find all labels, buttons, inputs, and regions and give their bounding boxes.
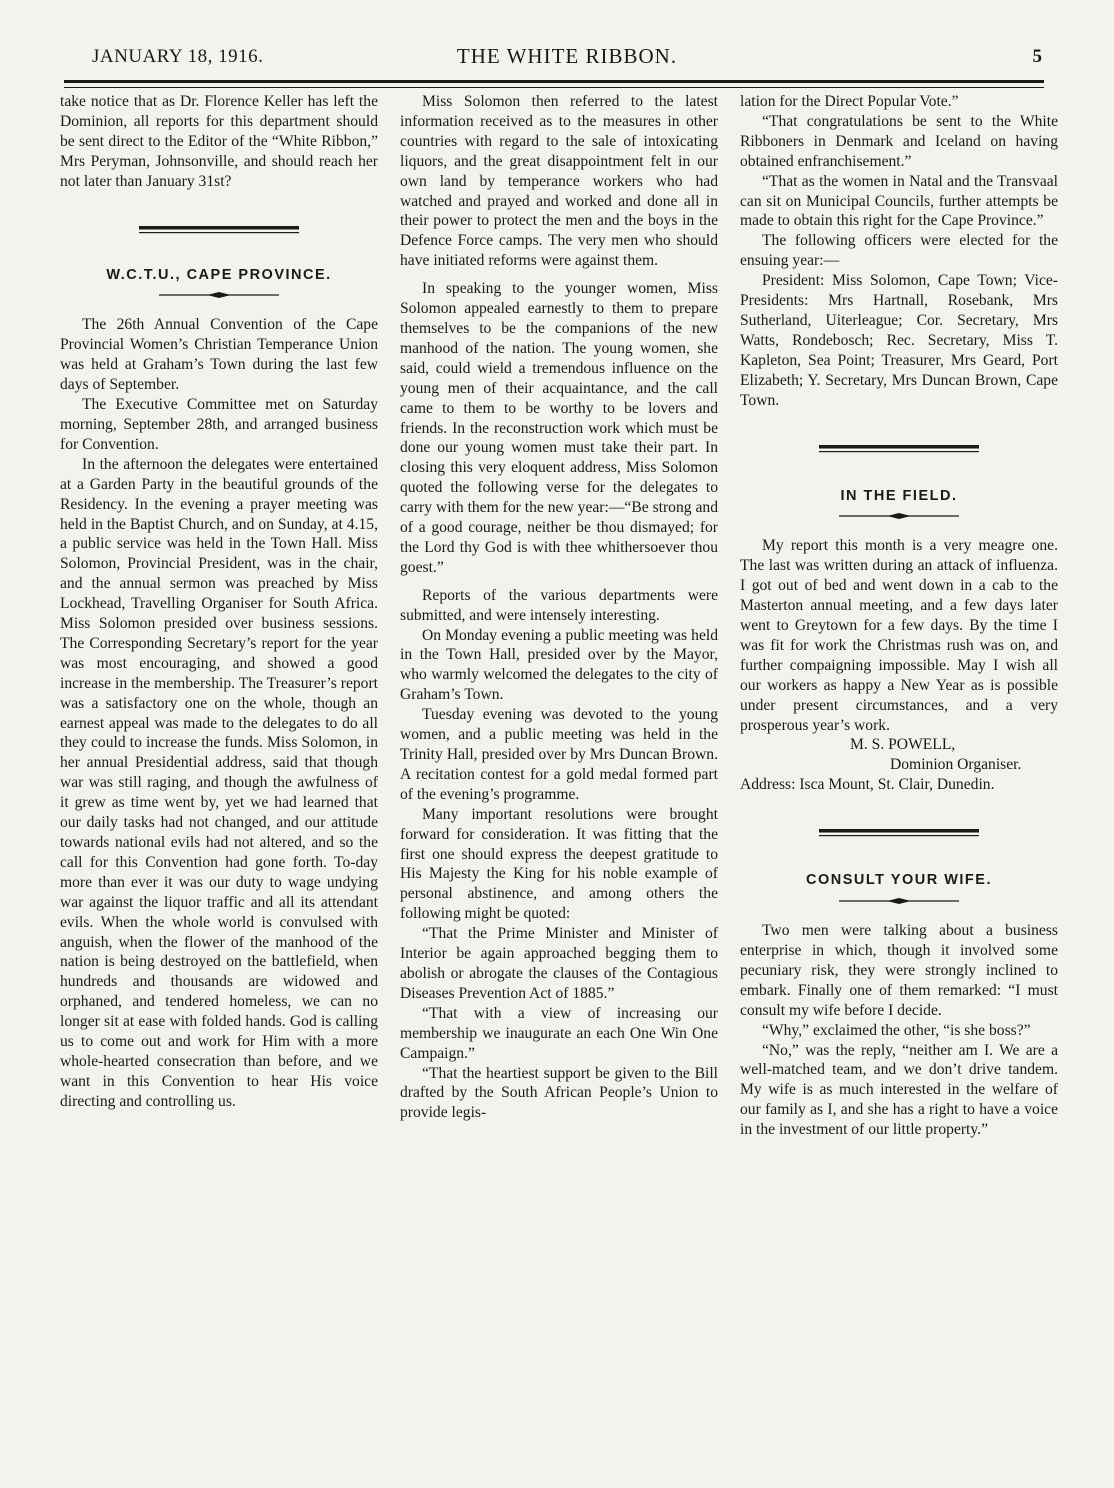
heading-ornament xyxy=(159,291,279,299)
signature-title: Dominion Organiser. xyxy=(890,756,1022,774)
paragraph: Miss Solomon then referred to the latest information received as to the measures in other countries with regard to the sale of intoxicating liquors, and the great disappointment felt in our own land by temperance workers who had watched and prayed and worked and done all in their power to protect the men and the boys in the Defence Force camps. The very men who should have initiated reforms were against them. xyxy=(400,93,718,270)
paragraph: In the afternoon the delegates were entertained at a Garden Party in the beautiful grounds of the Residency. In the evening a prayer meeting was held in the Baptist Church, and on Sunday, at 4.15, a public service was held in the Town Hall. Miss Solomon, Provincial President, was in the chair, and the annual sermon was preached by Miss Lockhead, Travelling Organiser for South Africa. Miss Solomon presided over business sessions. The Corresponding Secretary’s report for the year was most encouraging, and showed a good increase in the membership. The Treasurer’s report was a satisfactory one on the whole, though an earnest appeal was made to the delegates to do all they could to increase the funds. Miss Solomon, in her annual Presidential address, said that though war was still raging, and though the awfulness of it grew as time went by, yet we had learned that our daily tasks had not changed, and our attitude towards national evils had not altered, and so the call for this Convention had gone forth. To-day more than ever it was our duty to wage undying war against the liquor traffic and all its attendant evils. When the whole world is convulsed with anguish, when the flower of the manhood of the nation is being destroyed on the battlefield, when hundreds and thousands are widowed and orphaned, and tendered homeless, we can no longer sit at ease with folded hands. God is calling us to come out and work for Him with a more whole-hearted consecration than before, and we want in this Convention to hear His voice directing and controlling us. xyxy=(60,455,378,1110)
paragraph: On Monday evening a public meeting was held in the Town Hall, presided over by the Mayor, who warmly welcomed the delegates to the city of Graham’s Town. xyxy=(400,626,718,704)
heading-consult-your-wife: CONSULT YOUR WIFE. xyxy=(806,872,992,889)
paragraph: Tuesday evening was devoted to the young women, and a public meeting was held in the Trinity Hall, presided over by Mrs Duncan Brown. A recitation contest for a gold medal formed part of the evening’s programme. xyxy=(400,706,718,803)
page-number: 5 xyxy=(1032,46,1042,67)
resolution: “That with a view of increasing our membership we inaugurate an each One Win One Campaign.” xyxy=(400,1004,718,1062)
page-header xyxy=(92,40,1042,74)
paragraph: The following officers were elected for the ensuing year:— xyxy=(740,232,1058,270)
signature-name: M. S. POWELL, xyxy=(850,736,956,754)
intro-paragraph: take notice that as Dr. Florence Keller has left the Dominion, all reports for this department should be sent direct to the Editor of the “White Ribbon,” Mrs Peryman, Johnsonville, and should reach her not later than January 31st? xyxy=(60,93,378,190)
resolution: “That the Prime Minister and Minister of Interior be again approached begging them to abolish or abrogate the clauses of the Contagious Diseases Prevention Act of 1885.” xyxy=(400,925,718,1002)
paragraph: The Executive Committee met on Saturday morning, September 28th, and arranged business for Convention. xyxy=(60,396,378,453)
header-rule xyxy=(64,80,1044,83)
heading-cape-province: W.C.T.U., CAPE PROVINCE. xyxy=(106,266,332,283)
issue-date: JANUARY 18, 1916. xyxy=(92,46,264,67)
header-rule-thin xyxy=(64,87,1044,88)
resolution: “That congratulations be sent to the White Ribboners in Denmark and Iceland on having obtained enfranchisement.” xyxy=(740,112,1058,170)
address: Address: Isca Mount, St. Clair, Dunedin. xyxy=(740,776,995,794)
paragraph: “No,” was the reply, “neither am I. We are a well-matched team, and we don’t drive tandem. My wife is as much interested in the welfare of our family as I, and she has a right to have a voice in the investment of our little property.” xyxy=(740,1041,1058,1139)
column-1 xyxy=(60,92,378,1112)
column-3 xyxy=(740,92,1058,1140)
paragraph: The 26th Annual Convention of the Cape Provincial Women’s Christian Temperance Union was held at Graham’s Town during the last few days of September. xyxy=(60,316,378,394)
paragraph: Two men were talking about a business enterprise in which, though it involved some pecuniary risk, they were strongly inclined to embark. Finally one of them remarked: “I must consult my wife before I decide. xyxy=(740,922,1058,1019)
paragraph: In speaking to the younger women, Miss Solomon appealed earnestly to them to prepare themselves to be the companions of the new manhood of the nation. The young women, she said, could wield a tremendous influence on the young men of their acquaintance, and the call came to them to be worthy to be lovers and friends. In the reconstruction work which must be done our young women must take their part. In closing this very eloquent address, Miss Solomon quoted the following verse for the delegates to carry with them for the new year:—“Be strong and of a good courage, neither be thou dismayed; for the Lord thy God is with thee whithersoever thou goest.” xyxy=(400,280,718,576)
paragraph: My report this month is a very meagre one. The last was written during an attack of influenza. I got out of bed and went down in a cab to the Masterton annual meeting, and a few days later went to Greytown for a few days. By the time I was fit for work the Christmas rush was on, and further compaigning impossible. May I wish all our workers as happy a New Year as is possible under present circumstances, and a very prosperous year’s work. xyxy=(740,537,1058,734)
resolution: “That the heartiest support be given to the Bill drafted by the South African People’s Union to provide legis- xyxy=(400,1064,718,1122)
resolution: “That as the women in Natal and the Transvaal can sit on Municipal Councils, further attempts be made to obtain this right for the Cape Province.” xyxy=(740,172,1058,230)
heading-ornament xyxy=(839,512,959,520)
section-divider xyxy=(819,445,979,455)
paragraph: “Why,” exclaimed the other, “is she boss?” xyxy=(762,1021,1031,1039)
paragraph: Many important resolutions were brought forward for consideration. It was fitting that the first one should express the deepest gratitude to His Majesty the King for his noble example of personal abstinence, and among others the following might be quoted: xyxy=(400,805,718,923)
heading-ornament xyxy=(839,897,959,905)
paragraph: Reports of the various departments were submitted, and were intensely interesting. xyxy=(400,586,718,624)
publication-title: THE WHITE RIBBON. xyxy=(456,44,678,68)
paragraph: lation for the Direct Popular Vote.” xyxy=(740,93,959,110)
officers-list: President: Miss Solomon, Cape Town; Vice-Presidents: Mrs Hartnall, Rosebank, Mrs Sutherland, Uiterleague; Cor. Secretary, Mrs Watts, Rondebosch; Rec. Secretary, Miss T. Kapleton, Sea Point; Treasurer, Mrs Geard, Port Elizabeth; Y. Secretary, Mrs Duncan Brown, Cape Town. xyxy=(740,272,1058,409)
section-divider xyxy=(139,226,299,236)
column-2 xyxy=(400,92,718,1123)
section-divider xyxy=(819,829,979,839)
heading-in-the-field: IN THE FIELD. xyxy=(840,487,958,504)
